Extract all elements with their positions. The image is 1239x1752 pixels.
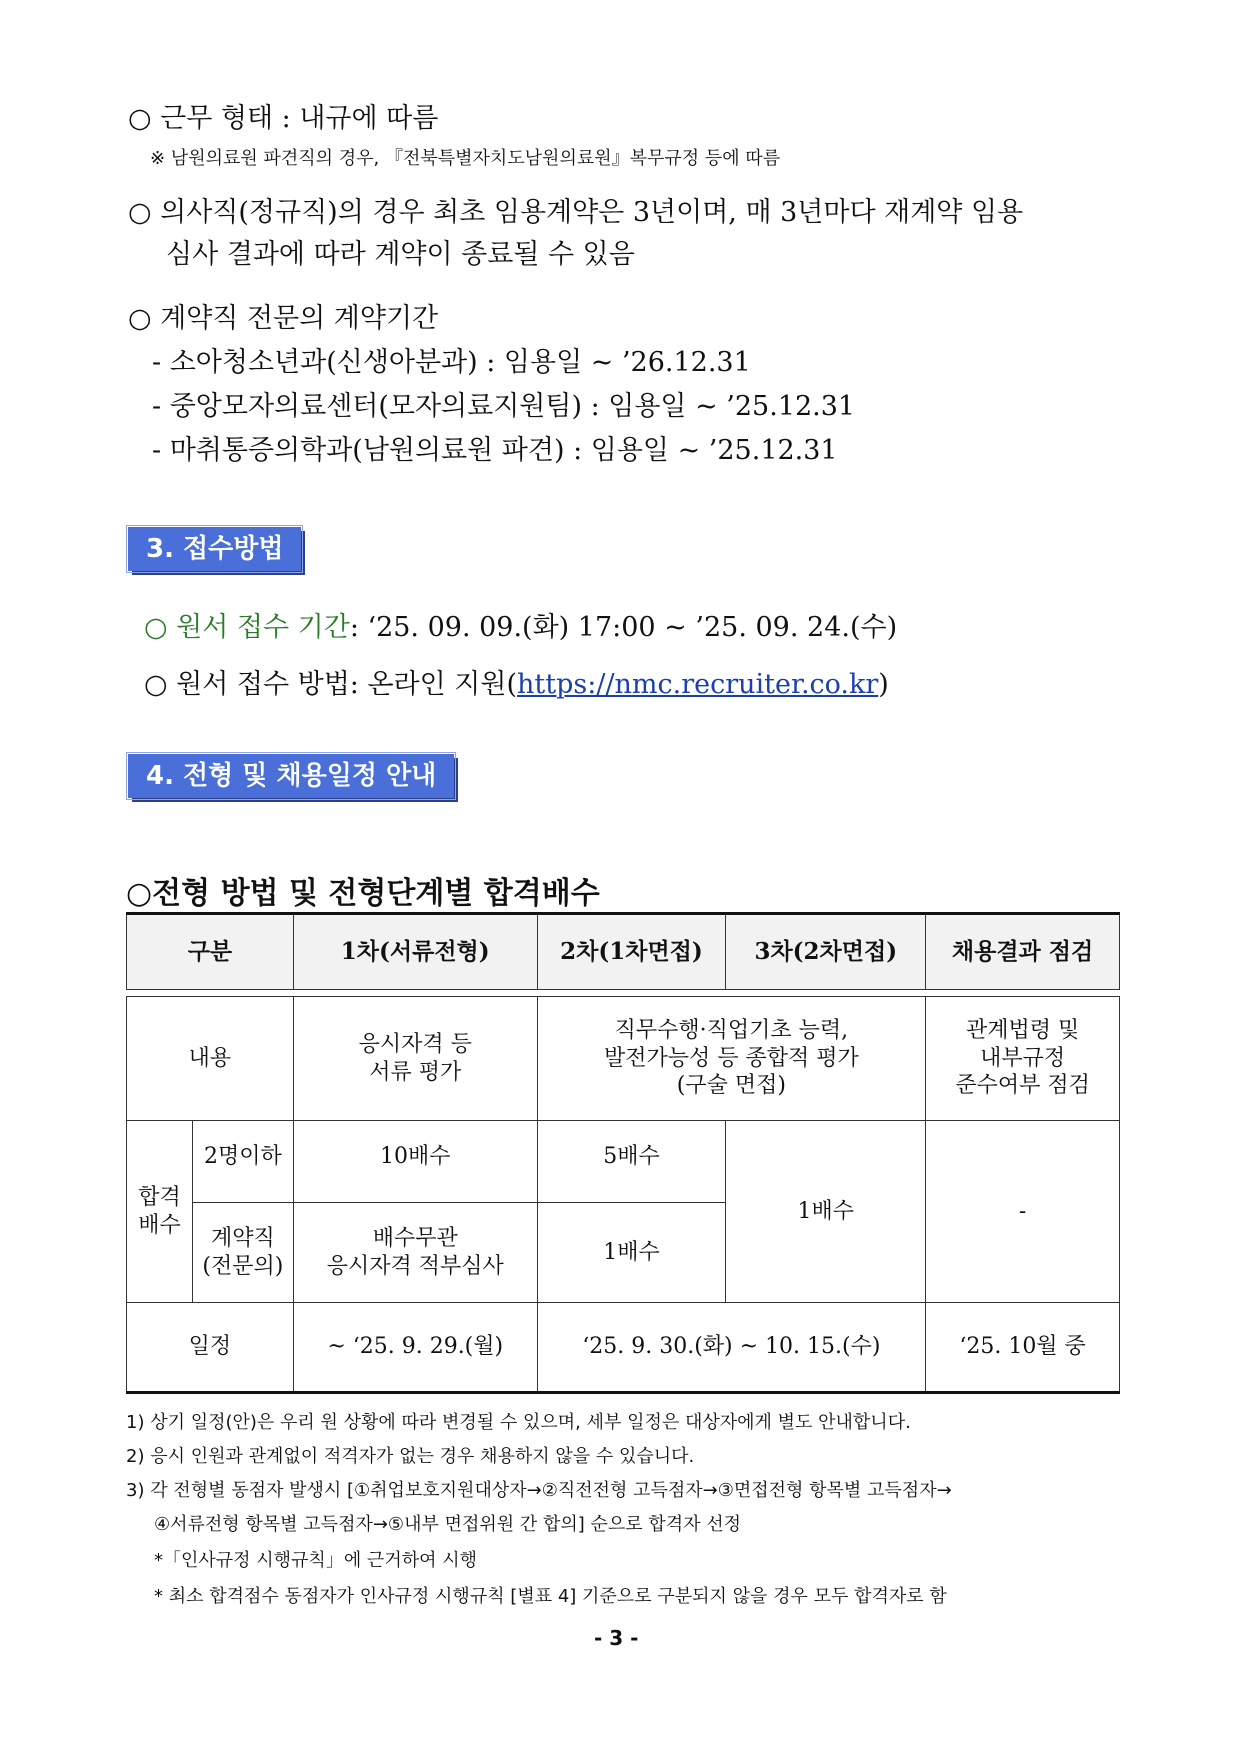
row-two-or-fewer-label: 2명이하: [192, 1121, 293, 1203]
result-check-multiple: -: [926, 1121, 1120, 1303]
header-result-check: 채용결과 점검: [926, 914, 1120, 990]
content-result-line: 준수여부 점검: [955, 1073, 1090, 1099]
row-contract-label: [192, 1203, 293, 1303]
contract-period-title: ○ 계약직 전문의 계약기간: [128, 303, 439, 334]
header-stage-3: 3차(2차면접): [726, 914, 926, 990]
content-stage-2-3-line: 직무수행·직업기초 능력,: [614, 1018, 849, 1044]
footnote: ④서류전형 항목별 고득점자→⑤내부 면접위원 간 합의] 순으로 합격자 선정: [154, 1514, 742, 1535]
recruiter-link[interactable]: https://nmc.recruiter.co.kr: [517, 669, 879, 700]
footnote: 3) 각 전형별 동점자 발생시 [①취업보호지원대상자→②직전전형 고득점자→③면접전형 항목별 고득점자→: [126, 1480, 952, 1501]
schedule-result-check: ‘25. 10월 중: [926, 1303, 1120, 1393]
stage-3-multiple: 1배수: [726, 1121, 926, 1303]
contract-item: - 중앙모자의료센터(모자의료지원팀) : 임용일 ~ ’25.12.31: [152, 391, 856, 422]
content-stage-1-line: 서류 평가: [369, 1059, 462, 1085]
content-result-line: 관계법령 및: [965, 1018, 1080, 1044]
application-method: [144, 662, 889, 701]
content-stage-2-3-line: (구술 면접): [676, 1073, 786, 1099]
schedule-label: 일정: [127, 1303, 294, 1393]
header-stage-2: 2차(1차면접): [537, 914, 726, 990]
header-stage-1: 1차(서류전형): [293, 914, 537, 990]
row-contract-stage-1: [293, 1203, 537, 1303]
content-label: 내용: [127, 997, 294, 1121]
section-3-heading: 3. 접수방법: [128, 527, 301, 571]
header-category: 구분: [127, 914, 294, 990]
content-result-check: [926, 997, 1120, 1121]
contract-item: - 소아청소년과(신생아분과) : 임용일 ~ ’26.12.31: [152, 347, 751, 378]
application-method-close: ): [878, 669, 889, 700]
row-contract-stage-1-line: 응시자격 적부심사: [326, 1253, 504, 1279]
row-two-or-fewer-stage-2: 5배수: [537, 1121, 726, 1203]
pass-multiple-label-line: 배수: [138, 1212, 181, 1238]
page-number: - 3 -: [594, 1626, 639, 1650]
schedule-stage-2-3: ‘25. 9. 30.(화) ~ 10. 15.(수): [537, 1303, 926, 1393]
application-method-label: ○ 원서 접수 방법: 온라인 지원(: [144, 669, 518, 700]
content-stage-1-line: 응시자격 등: [358, 1032, 472, 1057]
row-contract-stage-1-line: 배수무관: [372, 1226, 458, 1251]
doctor-contract-line-1: ○ 의사직(정규직)의 경우 최초 임용계약은 3년이며, 매 3년마다 재계약 임용: [128, 197, 1024, 228]
section-4-heading: 4. 전형 및 채용일정 안내: [128, 754, 454, 798]
application-period-value: : ‘25. 09. 09.(화) 17:00 ~ ’25. 09. 24.(수): [349, 612, 898, 643]
application-period-label: ○ 원서 접수 기간: [144, 612, 350, 643]
row-two-or-fewer-stage-1: 10배수: [293, 1121, 537, 1203]
application-period: [144, 605, 897, 644]
footnote: 1) 상기 일정(안)은 우리 원 상황에 따라 변경될 수 있으며, 세부 일정은 대상자에게 별도 안내합니다.: [126, 1412, 911, 1433]
table-title: ○전형 방법 및 전형단계별 합격배수: [126, 876, 600, 911]
schedule-stage-1: ~ ‘25. 9. 29.(월): [293, 1303, 537, 1393]
row-contract-stage-2: 1배수: [537, 1203, 726, 1303]
work-type-note: ※ 남원의료원 파견직의 경우, 『전북특별자치도남원의료원』복무규정 등에 따름: [150, 148, 781, 169]
work-type-line: ○ 근무 형태 : 내규에 따름: [128, 103, 439, 134]
row-contract-label-line: (전문의): [202, 1253, 284, 1279]
doctor-contract-line-2: 심사 결과에 따라 계약이 종료될 수 있음: [166, 239, 635, 270]
pass-multiple-label: [127, 1121, 193, 1303]
pass-multiple-label-line: 합격: [138, 1185, 181, 1210]
selection-table: [126, 912, 1120, 1394]
footnote: * 최소 합격점수 동점자가 인사규정 시행규칙 [별표 4] 기준으로 구분되지 않을 경우 모두 합격자로 함: [154, 1586, 947, 1607]
footnote: *「인사규정 시행규칙」에 근거하여 시행: [154, 1550, 477, 1571]
row-contract-label-line: 계약직: [211, 1226, 275, 1251]
content-stage-2-3: [537, 997, 926, 1121]
content-result-line: 내부규정: [980, 1045, 1066, 1071]
content-stage-2-3-line: 발전가능성 등 종합적 평가: [603, 1045, 859, 1071]
contract-item: - 마취통증의학과(남원의료원 파견) : 임용일 ~ ’25.12.31: [152, 435, 838, 466]
content-stage-1: [293, 997, 537, 1121]
footnote: 2) 응시 인원과 관계없이 적격자가 없는 경우 채용하지 않을 수 있습니다.: [126, 1446, 695, 1467]
